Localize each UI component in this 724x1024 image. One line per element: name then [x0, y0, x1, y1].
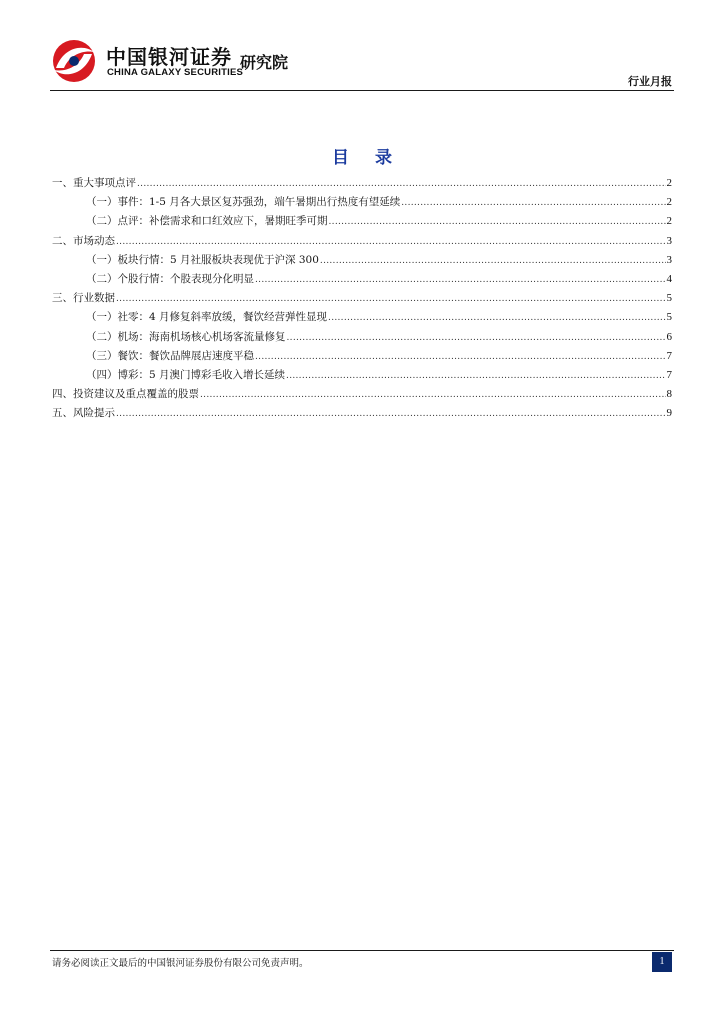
toc-entry[interactable]: [52, 366, 672, 385]
toc-entry[interactable]: [52, 308, 672, 327]
toc-entry[interactable]: [52, 251, 672, 270]
report-type-label: 行业月报: [628, 75, 672, 88]
toc-entry-page: 3: [666, 234, 672, 247]
toc-entry-label: （四）博彩：5 月澳门博彩毛收入增长延续: [86, 368, 286, 381]
brand-logo: [50, 38, 310, 84]
dot-leader: [116, 233, 666, 252]
toc-entry[interactable]: [52, 385, 672, 404]
toc-entry-page: 5: [666, 311, 672, 324]
toc-entry-page: 7: [666, 349, 672, 362]
dot-leader: [200, 386, 666, 405]
toc-entry[interactable]: [52, 289, 672, 308]
toc-entry-label: （二）机场：海南机场核心机场客流量修复: [86, 330, 286, 343]
toc-entry-label: 二、市场动态: [52, 234, 115, 247]
dot-leader: [287, 329, 666, 348]
footer-divider: [50, 950, 674, 951]
dot-leader: [401, 194, 665, 213]
toc-entry-label: （二）点评：补偿需求和口红效应下，暑期旺季可期: [86, 215, 328, 228]
dot-leader: [116, 405, 666, 424]
header-divider: [50, 90, 674, 91]
toc-entry-label: （一）事件：1-5 月各大景区复苏强劲，端午暑期出行热度有望延续: [86, 196, 401, 209]
toc-entry-label: 五、风险提示: [52, 407, 115, 420]
toc-entry[interactable]: [52, 270, 672, 289]
dot-leader: [137, 175, 666, 194]
dot-leader: [255, 348, 666, 367]
table-of-contents: [52, 174, 672, 423]
logo-english-name: CHINA GALAXY SECURITIES: [107, 67, 244, 78]
toc-entry[interactable]: [52, 404, 672, 423]
toc-entry-page: 3: [666, 253, 672, 266]
dot-leader: [320, 252, 666, 271]
toc-entry-label: 四、投资建议及重点覆盖的股票: [52, 388, 199, 401]
disclaimer-note: 请务必阅读正文最后的中国银河证券股份有限公司免责声明。: [52, 958, 309, 969]
toc-entry-label: （三）餐饮：餐饮品牌展店速度平稳: [86, 349, 254, 362]
toc-entry-page: 5: [666, 292, 672, 305]
dot-leader: [328, 309, 665, 328]
toc-entry[interactable]: [52, 328, 672, 347]
toc-entry-page: 8: [666, 388, 672, 401]
toc-entry[interactable]: [52, 212, 672, 231]
toc-entry[interactable]: [52, 347, 672, 366]
dot-leader: [255, 271, 666, 290]
dot-leader: [329, 213, 666, 232]
toc-entry-page: 2: [666, 215, 672, 228]
toc-entry-page: 9: [666, 407, 672, 420]
toc-entry[interactable]: [52, 174, 672, 193]
dot-leader: [286, 367, 665, 386]
toc-entry-page: 2: [666, 177, 672, 189]
toc-entry-page: 6: [666, 330, 672, 343]
page-number-badge: 1: [652, 952, 672, 972]
logo-chinese-name: 中国银河证券: [106, 45, 232, 69]
toc-entry-label: 一、重大事项点评: [52, 177, 136, 189]
toc-entry-label: （二）个股行情：个股表现分化明显: [86, 272, 254, 285]
toc-title: 目 录: [332, 148, 402, 168]
toc-entry[interactable]: [52, 232, 672, 251]
galaxy-logo-icon: [50, 38, 98, 84]
toc-entry-page: 2: [666, 196, 672, 209]
dot-leader: [116, 290, 666, 309]
toc-entry-label: 三、行业数据: [52, 292, 115, 305]
institute-label: 研究院: [240, 53, 289, 72]
toc-entry-label: （一）社零：4 月修复斜率放缓，餐饮经营弹性显现: [86, 311, 328, 324]
toc-entry-page: 7: [666, 368, 672, 381]
toc-entry[interactable]: [52, 193, 672, 212]
toc-entry-label: （一）板块行情：5 月社服板块表现优于沪深 300: [86, 253, 319, 266]
toc-entry-page: 4: [666, 272, 672, 285]
